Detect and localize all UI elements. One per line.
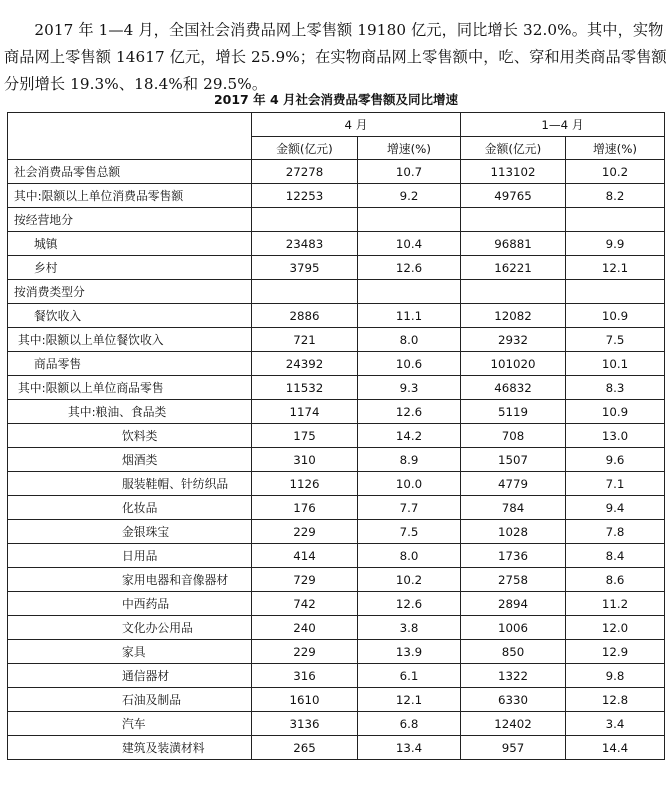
row-label: 餐饮收入 bbox=[8, 304, 252, 328]
table-row bbox=[8, 160, 665, 184]
jan-apr-growth-cell: 12.0 bbox=[566, 616, 665, 640]
table-row bbox=[8, 448, 665, 472]
april-growth-cell bbox=[358, 208, 461, 232]
jan-apr-growth-cell: 8.2 bbox=[566, 184, 665, 208]
intro-paragraph: 2017 年 1—4 月，全国社会消费品网上零售额 19180 亿元，同比增长 32.0%。其中，实物商品网上零售额 14617 亿元，增长 25.9%；在实物商品网上零售额中，吃、穿和用类商品零售额分别增长 19.3%、18.4%和 29.5%。 bbox=[4, 21, 667, 94]
april-growth-cell: 10.0 bbox=[358, 472, 461, 496]
jan-apr-growth-cell: 9.6 bbox=[566, 448, 665, 472]
april-amount-cell bbox=[252, 280, 358, 304]
jan-apr-growth-cell: 12.9 bbox=[566, 640, 665, 664]
jan-apr-amount-cell: 113102 bbox=[461, 160, 566, 184]
jan-apr-amount-cell: 16221 bbox=[461, 256, 566, 280]
april-growth-cell: 7.5 bbox=[358, 520, 461, 544]
table-row bbox=[8, 736, 665, 760]
april-amount-cell: 12253 bbox=[252, 184, 358, 208]
row-label: 石油及制品 bbox=[8, 688, 252, 712]
retail-sales-table bbox=[7, 112, 665, 760]
row-label: 家具 bbox=[8, 640, 252, 664]
table-row bbox=[8, 376, 665, 400]
row-label: 按消费类型分 bbox=[8, 280, 252, 304]
table-row bbox=[8, 544, 665, 568]
header-april: 4 月 bbox=[252, 113, 461, 137]
row-label: 化妆品 bbox=[8, 496, 252, 520]
april-amount-cell: 1174 bbox=[252, 400, 358, 424]
jan-apr-growth-cell: 10.9 bbox=[566, 400, 665, 424]
row-label: 服装鞋帽、针纺织品 bbox=[8, 472, 252, 496]
april-amount-cell: 3795 bbox=[252, 256, 358, 280]
row-label: 文化办公用品 bbox=[8, 616, 252, 640]
table-row bbox=[8, 664, 665, 688]
table-row bbox=[8, 184, 665, 208]
jan-apr-growth-cell bbox=[566, 208, 665, 232]
april-growth-cell: 6.1 bbox=[358, 664, 461, 688]
april-growth-cell: 12.6 bbox=[358, 256, 461, 280]
april-amount-cell: 316 bbox=[252, 664, 358, 688]
april-growth-cell: 3.8 bbox=[358, 616, 461, 640]
table-row bbox=[8, 352, 665, 376]
row-label: 家用电器和音像器材 bbox=[8, 568, 252, 592]
april-amount-cell: 23483 bbox=[252, 232, 358, 256]
jan-apr-amount-cell: 708 bbox=[461, 424, 566, 448]
table-row bbox=[8, 400, 665, 424]
jan-apr-growth-cell: 8.4 bbox=[566, 544, 665, 568]
table-row bbox=[8, 688, 665, 712]
jan-apr-amount-cell: 850 bbox=[461, 640, 566, 664]
jan-apr-amount-cell: 101020 bbox=[461, 352, 566, 376]
april-amount-cell: 742 bbox=[252, 592, 358, 616]
table-row bbox=[8, 520, 665, 544]
jan-apr-amount-cell: 96881 bbox=[461, 232, 566, 256]
jan-apr-growth-cell: 3.4 bbox=[566, 712, 665, 736]
jan-apr-amount-cell: 2894 bbox=[461, 592, 566, 616]
header-jan-apr-growth: 增速(%) bbox=[566, 137, 665, 160]
april-amount-cell bbox=[252, 208, 358, 232]
row-label: 汽车 bbox=[8, 712, 252, 736]
jan-apr-growth-cell bbox=[566, 280, 665, 304]
table-header bbox=[8, 113, 665, 160]
april-amount-cell: 229 bbox=[252, 520, 358, 544]
jan-apr-amount-cell: 46832 bbox=[461, 376, 566, 400]
april-amount-cell: 2886 bbox=[252, 304, 358, 328]
april-growth-cell: 10.4 bbox=[358, 232, 461, 256]
table-row bbox=[8, 472, 665, 496]
jan-apr-growth-cell: 7.5 bbox=[566, 328, 665, 352]
april-growth-cell: 8.0 bbox=[358, 544, 461, 568]
april-growth-cell: 6.8 bbox=[358, 712, 461, 736]
row-label: 其中:限额以上单位商品零售 bbox=[8, 376, 252, 400]
jan-apr-amount-cell: 1736 bbox=[461, 544, 566, 568]
header-jan-apr: 1—4 月 bbox=[461, 113, 665, 137]
april-growth-cell: 7.7 bbox=[358, 496, 461, 520]
april-amount-cell: 729 bbox=[252, 568, 358, 592]
jan-apr-growth-cell: 10.9 bbox=[566, 304, 665, 328]
jan-apr-growth-cell: 13.0 bbox=[566, 424, 665, 448]
jan-apr-growth-cell: 8.3 bbox=[566, 376, 665, 400]
jan-apr-growth-cell: 7.1 bbox=[566, 472, 665, 496]
jan-apr-amount-cell: 4779 bbox=[461, 472, 566, 496]
table-row bbox=[8, 280, 665, 304]
table-row bbox=[8, 256, 665, 280]
table-row bbox=[8, 496, 665, 520]
jan-apr-growth-cell: 9.9 bbox=[566, 232, 665, 256]
row-label: 按经营地分 bbox=[8, 208, 252, 232]
jan-apr-growth-cell: 10.2 bbox=[566, 160, 665, 184]
jan-apr-amount-cell: 49765 bbox=[461, 184, 566, 208]
table-row bbox=[8, 616, 665, 640]
april-growth-cell: 13.9 bbox=[358, 640, 461, 664]
jan-apr-amount-cell: 1028 bbox=[461, 520, 566, 544]
april-growth-cell: 14.2 bbox=[358, 424, 461, 448]
jan-apr-growth-cell: 14.4 bbox=[566, 736, 665, 760]
row-label: 其中:限额以上单位餐饮收入 bbox=[8, 328, 252, 352]
table-title: 2017 年 4 月社会消费品零售额及同比增速 bbox=[213, 92, 459, 107]
jan-apr-growth-cell: 9.8 bbox=[566, 664, 665, 688]
jan-apr-growth-cell: 12.1 bbox=[566, 256, 665, 280]
april-growth-cell: 9.3 bbox=[358, 376, 461, 400]
april-amount-cell: 721 bbox=[252, 328, 358, 352]
jan-apr-amount-cell bbox=[461, 208, 566, 232]
jan-apr-growth-cell: 7.8 bbox=[566, 520, 665, 544]
jan-apr-amount-cell: 1322 bbox=[461, 664, 566, 688]
april-amount-cell: 176 bbox=[252, 496, 358, 520]
table-row bbox=[8, 592, 665, 616]
jan-apr-amount-cell: 1507 bbox=[461, 448, 566, 472]
row-label: 城镇 bbox=[8, 232, 252, 256]
header-april-growth: 增速(%) bbox=[358, 137, 461, 160]
jan-apr-growth-cell: 12.8 bbox=[566, 688, 665, 712]
row-label: 其中:粮油、食品类 bbox=[8, 400, 252, 424]
april-growth-cell bbox=[358, 280, 461, 304]
row-label: 乡村 bbox=[8, 256, 252, 280]
april-growth-cell: 10.6 bbox=[358, 352, 461, 376]
table-row bbox=[8, 208, 665, 232]
row-label: 建筑及装潢材料 bbox=[8, 736, 252, 760]
april-growth-cell: 12.6 bbox=[358, 592, 461, 616]
jan-apr-growth-cell: 8.6 bbox=[566, 568, 665, 592]
april-growth-cell: 11.1 bbox=[358, 304, 461, 328]
april-growth-cell: 10.2 bbox=[358, 568, 461, 592]
jan-apr-growth-cell: 10.1 bbox=[566, 352, 665, 376]
row-label: 日用品 bbox=[8, 544, 252, 568]
april-amount-cell: 1610 bbox=[252, 688, 358, 712]
row-label: 通信器材 bbox=[8, 664, 252, 688]
april-amount-cell: 11532 bbox=[252, 376, 358, 400]
jan-apr-amount-cell: 1006 bbox=[461, 616, 566, 640]
april-amount-cell: 310 bbox=[252, 448, 358, 472]
jan-apr-amount-cell: 5119 bbox=[461, 400, 566, 424]
row-label: 金银珠宝 bbox=[8, 520, 252, 544]
table-row bbox=[8, 304, 665, 328]
jan-apr-amount-cell bbox=[461, 280, 566, 304]
april-amount-cell: 414 bbox=[252, 544, 358, 568]
april-amount-cell: 27278 bbox=[252, 160, 358, 184]
april-growth-cell: 9.2 bbox=[358, 184, 461, 208]
jan-apr-amount-cell: 957 bbox=[461, 736, 566, 760]
april-amount-cell: 175 bbox=[252, 424, 358, 448]
april-growth-cell: 13.4 bbox=[358, 736, 461, 760]
table-row bbox=[8, 568, 665, 592]
row-label: 中西药品 bbox=[8, 592, 252, 616]
jan-apr-amount-cell: 12082 bbox=[461, 304, 566, 328]
jan-apr-growth-cell: 11.2 bbox=[566, 592, 665, 616]
april-amount-cell: 240 bbox=[252, 616, 358, 640]
table-row bbox=[8, 328, 665, 352]
jan-apr-amount-cell: 12402 bbox=[461, 712, 566, 736]
table-row bbox=[8, 640, 665, 664]
row-label: 社会消费品零售总额 bbox=[8, 160, 252, 184]
april-amount-cell: 3136 bbox=[252, 712, 358, 736]
april-amount-cell: 24392 bbox=[252, 352, 358, 376]
jan-apr-growth-cell: 9.4 bbox=[566, 496, 665, 520]
jan-apr-amount-cell: 2758 bbox=[461, 568, 566, 592]
april-growth-cell: 8.0 bbox=[358, 328, 461, 352]
april-amount-cell: 1126 bbox=[252, 472, 358, 496]
table-row bbox=[8, 232, 665, 256]
table-row bbox=[8, 712, 665, 736]
table-body bbox=[8, 160, 665, 760]
april-amount-cell: 229 bbox=[252, 640, 358, 664]
jan-apr-amount-cell: 6330 bbox=[461, 688, 566, 712]
april-growth-cell: 12.1 bbox=[358, 688, 461, 712]
table-row bbox=[8, 424, 665, 448]
header-blank-cell bbox=[8, 113, 252, 160]
april-growth-cell: 12.6 bbox=[358, 400, 461, 424]
jan-apr-amount-cell: 784 bbox=[461, 496, 566, 520]
header-jan-apr-amount: 金额(亿元) bbox=[461, 137, 566, 160]
april-growth-cell: 10.7 bbox=[358, 160, 461, 184]
april-amount-cell: 265 bbox=[252, 736, 358, 760]
row-label: 商品零售 bbox=[8, 352, 252, 376]
row-label: 饮料类 bbox=[8, 424, 252, 448]
header-april-amount: 金额(亿元) bbox=[252, 137, 358, 160]
row-label: 其中:限额以上单位消费品零售额 bbox=[8, 184, 252, 208]
april-growth-cell: 8.9 bbox=[358, 448, 461, 472]
row-label: 烟酒类 bbox=[8, 448, 252, 472]
jan-apr-amount-cell: 2932 bbox=[461, 328, 566, 352]
